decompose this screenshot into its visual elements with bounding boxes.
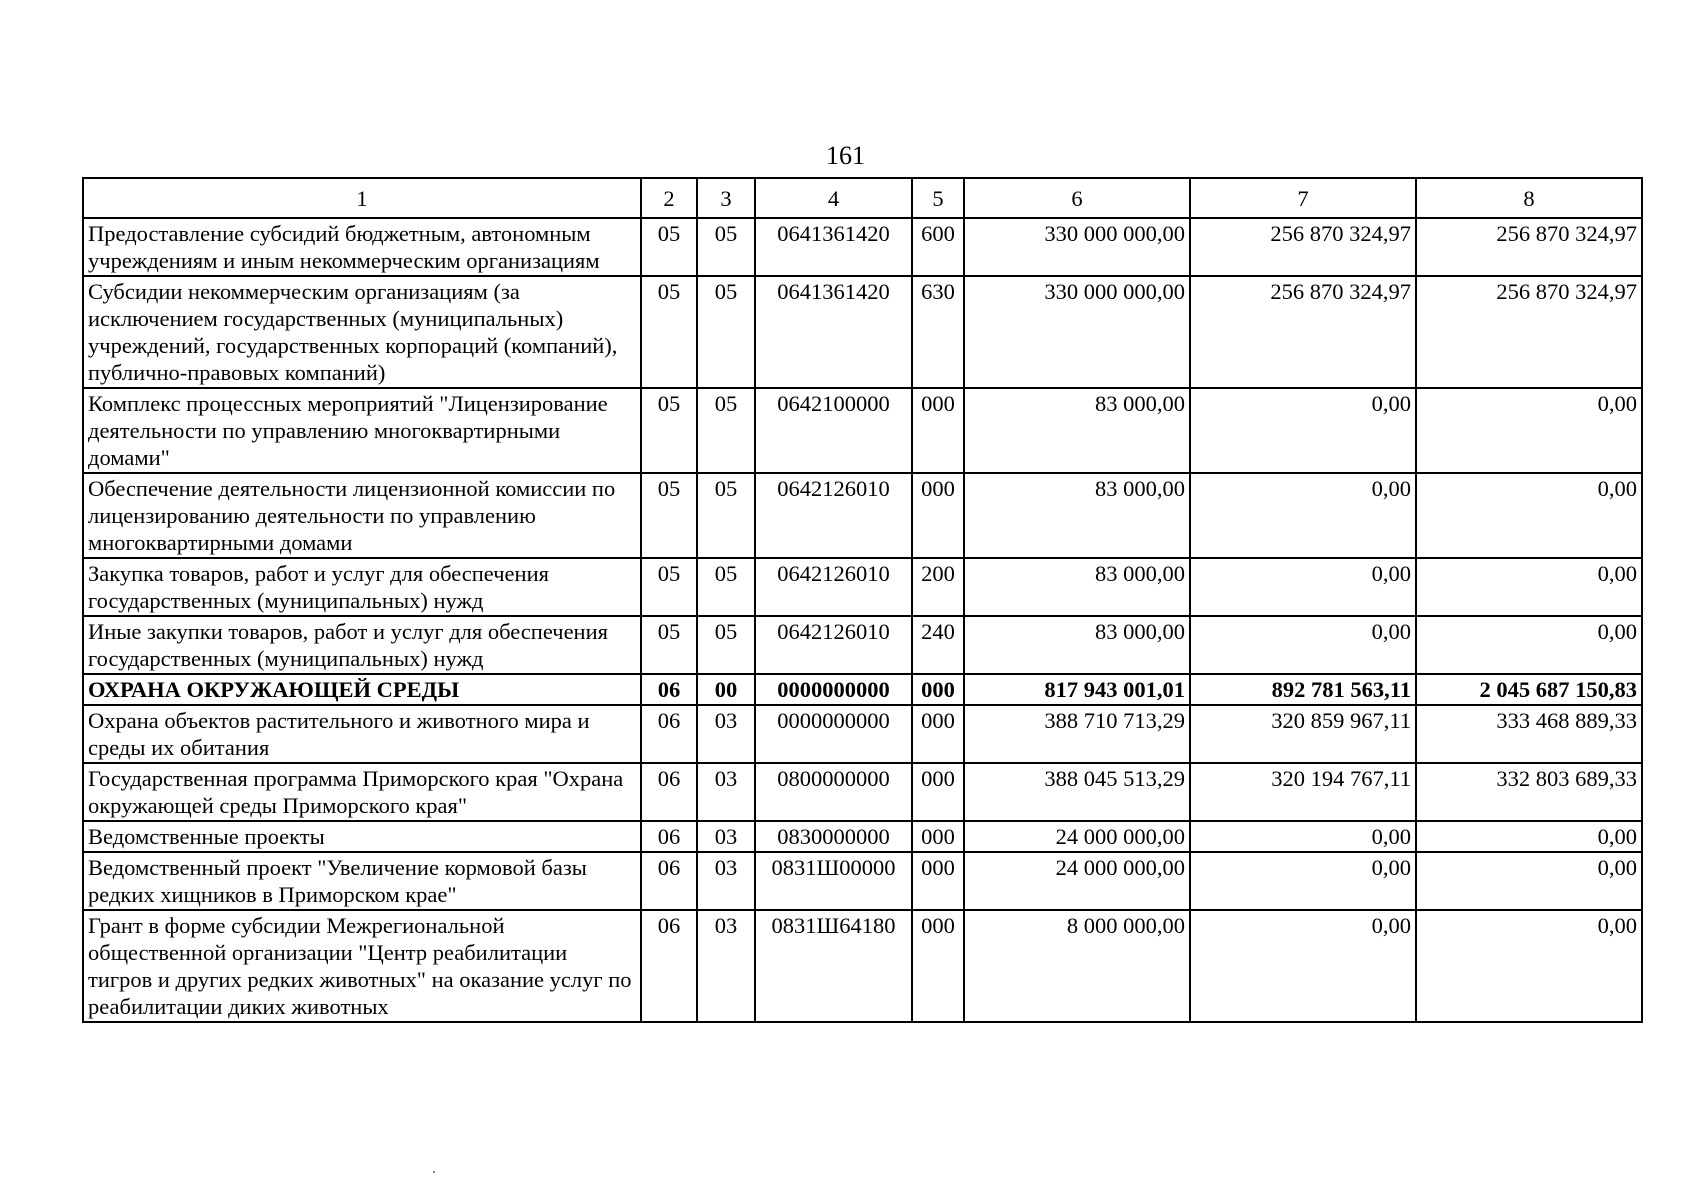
row-amount-col7: 0,00: [1190, 910, 1416, 1022]
row-expense-type-code: 240: [912, 616, 964, 674]
row-section-code: 06: [641, 674, 697, 705]
row-section-code: 05: [641, 276, 697, 388]
row-subsection-code: 00: [697, 674, 755, 705]
column-header-6: 6: [964, 178, 1190, 218]
scan-speck: [433, 1171, 435, 1173]
row-name: Государственная программа Приморского края "Охрана окружающей среды Приморского края": [83, 763, 641, 821]
row-amount-col6: 83 000,00: [964, 558, 1190, 616]
row-section-code: 06: [641, 763, 697, 821]
row-target-article-code: 0642126010: [755, 473, 912, 558]
row-amount-col6: 330 000 000,00: [964, 276, 1190, 388]
row-amount-col8: 0,00: [1416, 558, 1642, 616]
row-target-article-code: 0641361420: [755, 276, 912, 388]
row-target-article-code: 0830000000: [755, 821, 912, 852]
table-row: [83, 388, 1642, 473]
row-expense-type-code: 200: [912, 558, 964, 616]
row-expense-type-code: 000: [912, 674, 964, 705]
row-amount-col7: 0,00: [1190, 852, 1416, 910]
row-name: Предоставление субсидий бюджетным, автономным учреждениям и иным некоммерческим организациям: [83, 218, 641, 276]
table-body: [83, 218, 1642, 1022]
row-name: Закупка товаров, работ и услуг для обеспечения государственных (муниципальных) нужд: [83, 558, 641, 616]
row-expense-type-code: 000: [912, 473, 964, 558]
row-subsection-code: 03: [697, 705, 755, 763]
row-subsection-code: 05: [697, 276, 755, 388]
page-number: 161: [826, 141, 865, 170]
row-target-article-code: 0000000000: [755, 705, 912, 763]
row-expense-type-code: 000: [912, 388, 964, 473]
row-amount-col7: 0,00: [1190, 388, 1416, 473]
table-header-row: [83, 178, 1642, 218]
row-target-article-code: 0000000000: [755, 674, 912, 705]
row-expense-type-code: 000: [912, 705, 964, 763]
column-header-4: 4: [755, 178, 912, 218]
row-amount-col8: 0,00: [1416, 910, 1642, 1022]
row-target-article-code: 0831Ш64180: [755, 910, 912, 1022]
row-name: Ведомственный проект "Увеличение кормовой базы редких хищников в Приморском крае": [83, 852, 641, 910]
row-section-code: 06: [641, 910, 697, 1022]
row-name: Обеспечение деятельности лицензионной комиссии по лицензированию деятельности по управлению многоквартирными домами: [83, 473, 641, 558]
row-amount-col7: 0,00: [1190, 616, 1416, 674]
row-expense-type-code: 000: [912, 852, 964, 910]
row-amount-col6: 388 045 513,29: [964, 763, 1190, 821]
column-header-2: 2: [641, 178, 697, 218]
row-target-article-code: 0642126010: [755, 558, 912, 616]
column-header-8: 8: [1416, 178, 1642, 218]
row-amount-col6: 24 000 000,00: [964, 852, 1190, 910]
row-amount-col7: 892 781 563,11: [1190, 674, 1416, 705]
row-name: Субсидии некоммерческим организациям (за исключением государственных (муниципальных) учреждений, государственных корпораций (компаний), публично-правовых компаний): [83, 276, 641, 388]
row-amount-col7: 256 870 324,97: [1190, 218, 1416, 276]
row-amount-col8: 0,00: [1416, 388, 1642, 473]
row-subsection-code: 03: [697, 852, 755, 910]
table-row: [83, 910, 1642, 1022]
row-subsection-code: 05: [697, 616, 755, 674]
row-expense-type-code: 000: [912, 821, 964, 852]
row-section-code: 05: [641, 616, 697, 674]
row-amount-col6: 8 000 000,00: [964, 910, 1190, 1022]
row-amount-col7: 0,00: [1190, 558, 1416, 616]
row-section-code: 06: [641, 852, 697, 910]
column-header-7: 7: [1190, 178, 1416, 218]
row-name: Грант в форме субсидии Межрегиональной общественной организации "Центр реабилитации тигров и других редких животных" на оказание услуг по реабилитации диких животных: [83, 910, 641, 1022]
column-header-3: 3: [697, 178, 755, 218]
table-row: [83, 763, 1642, 821]
row-amount-col7: 320 859 967,11: [1190, 705, 1416, 763]
row-expense-type-code: 600: [912, 218, 964, 276]
row-subsection-code: 05: [697, 473, 755, 558]
row-amount-col6: 83 000,00: [964, 388, 1190, 473]
row-expense-type-code: 630: [912, 276, 964, 388]
row-amount-col7: 320 194 767,11: [1190, 763, 1416, 821]
row-amount-col8: 0,00: [1416, 821, 1642, 852]
row-section-code: 06: [641, 705, 697, 763]
table-row: [83, 616, 1642, 674]
row-amount-col8: 256 870 324,97: [1416, 218, 1642, 276]
row-target-article-code: 0831Ш00000: [755, 852, 912, 910]
row-amount-col8: 0,00: [1416, 616, 1642, 674]
row-name: ОХРАНА ОКРУЖАЮЩЕЙ СРЕДЫ: [83, 674, 641, 705]
row-amount-col7: 0,00: [1190, 473, 1416, 558]
row-amount-col6: 330 000 000,00: [964, 218, 1190, 276]
row-amount-col7: 256 870 324,97: [1190, 276, 1416, 388]
row-amount-col8: 256 870 324,97: [1416, 276, 1642, 388]
row-subsection-code: 03: [697, 910, 755, 1022]
row-amount-col8: 333 468 889,33: [1416, 705, 1642, 763]
row-amount-col6: 83 000,00: [964, 616, 1190, 674]
row-amount-col6: 817 943 001,01: [964, 674, 1190, 705]
row-target-article-code: 0800000000: [755, 763, 912, 821]
column-header-5: 5: [912, 178, 964, 218]
row-name: Комплекс процессных мероприятий "Лицензирование деятельности по управлению многоквартирными домами": [83, 388, 641, 473]
table-row: [83, 821, 1642, 852]
row-section-code: 05: [641, 218, 697, 276]
row-expense-type-code: 000: [912, 763, 964, 821]
table-row: [83, 218, 1642, 276]
column-header-1: 1: [83, 178, 641, 218]
row-expense-type-code: 000: [912, 910, 964, 1022]
table-row: [83, 705, 1642, 763]
row-amount-col6: 388 710 713,29: [964, 705, 1190, 763]
row-amount-col8: 0,00: [1416, 473, 1642, 558]
row-target-article-code: 0642100000: [755, 388, 912, 473]
row-amount-col6: 24 000 000,00: [964, 821, 1190, 852]
row-target-article-code: 0642126010: [755, 616, 912, 674]
row-subsection-code: 05: [697, 218, 755, 276]
row-subsection-code: 03: [697, 821, 755, 852]
row-name: Иные закупки товаров, работ и услуг для обеспечения государственных (муниципальных) нужд: [83, 616, 641, 674]
row-subsection-code: 03: [697, 763, 755, 821]
row-amount-col8: 2 045 687 150,83: [1416, 674, 1642, 705]
row-amount-col6: 83 000,00: [964, 473, 1190, 558]
table-row: [83, 276, 1642, 388]
row-subsection-code: 05: [697, 558, 755, 616]
row-amount-col7: 0,00: [1190, 821, 1416, 852]
table-row: [83, 674, 1642, 705]
row-section-code: 06: [641, 821, 697, 852]
row-name: Охрана объектов растительного и животного мира и среды их обитания: [83, 705, 641, 763]
row-amount-col8: 332 803 689,33: [1416, 763, 1642, 821]
table-row: [83, 558, 1642, 616]
table-row: [83, 473, 1642, 558]
budget-table: [82, 177, 1643, 1023]
row-subsection-code: 05: [697, 388, 755, 473]
table-row: [83, 852, 1642, 910]
row-section-code: 05: [641, 473, 697, 558]
row-section-code: 05: [641, 388, 697, 473]
row-name: Ведомственные проекты: [83, 821, 641, 852]
row-amount-col8: 0,00: [1416, 852, 1642, 910]
row-target-article-code: 0641361420: [755, 218, 912, 276]
row-section-code: 05: [641, 558, 697, 616]
